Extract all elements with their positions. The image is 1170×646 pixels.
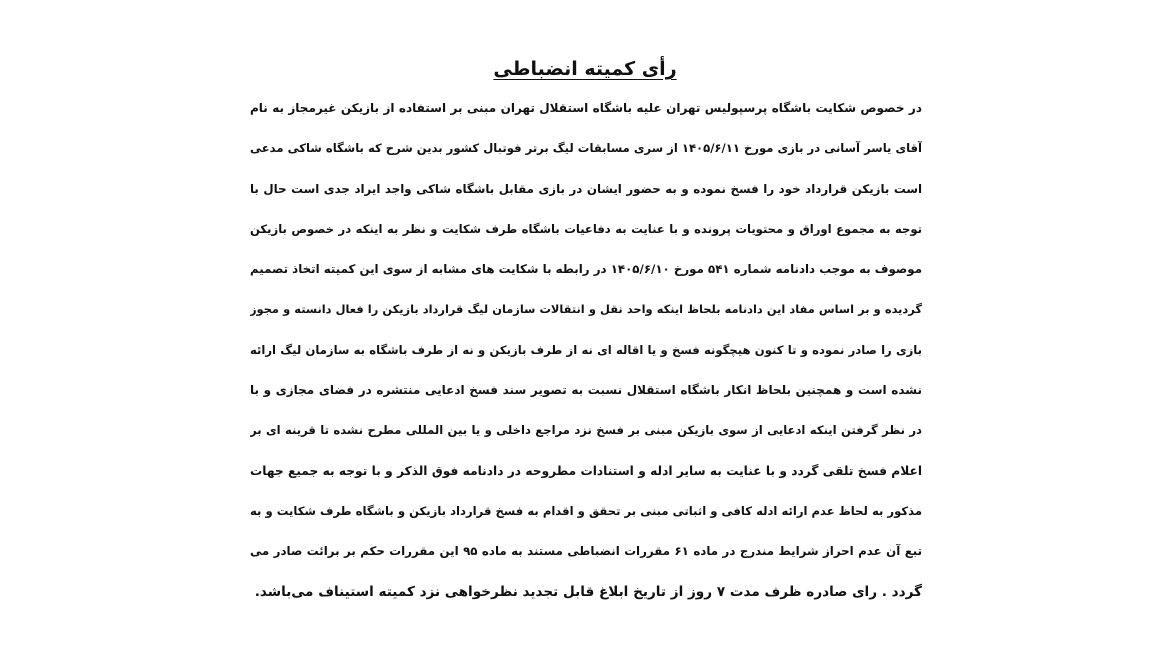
text-line-7: بازی را صادر نموده و تا کنون هیچگونه فسخ و یا اقاله ای نه از طرف بازیکن و نه از طرف باشگاه به سازمان لیگ ارائه	[250, 342, 922, 357]
text-line-3: است بازیکن قرارداد خود را فسخ نموده و به حضور ایشان در بازی مقابل باشگاه شاکی واجد ایراد جدی است حال با	[250, 181, 922, 196]
text-line-8: نشده است و همچنین بلحاظ انکار باشگاه استقلال نسبت به تصویر سند فسخ ادعایی منتشره در فضای مجازی و با	[250, 383, 922, 398]
text-line-5: موصوف به موجب دادنامه شماره ۵۴۱ مورخ ۱۴۰۵/۶/۱۰ در رابطه با شکایت های مشابه از سوی این کمیته اتخاذ تصمیم	[250, 262, 922, 277]
text-line-12: تبع آن عدم احراز شرایط مندرج در ماده ۶۱ مقررات انضباطی مستند به ماده ۹۵ این مقررات حکم بر برائت صادر می	[250, 544, 922, 559]
text-line-11: مذکور به لحاظ عدم ارائه ادله کافی و اثباتی مبنی بر تحقق و اقدام به فسخ قرارداد بازیکن و باشگاه طرف شکایت و به	[250, 503, 922, 518]
text-line-9: در نظر گرفتن اینکه ادعایی از سوی بازیکن مبنی بر فسخ نزد مراجع داخلی و یا بین المللی مطرح نشده تا قرینه ای بر	[250, 423, 922, 438]
text-line-4: توجه به مجموع اوراق و محتویات پرونده و با عنایت به دفاعیات باشگاه طرف شکایت و نظر به اینکه در خصوص بازیکن	[250, 221, 922, 236]
text-line-10: اعلام فسخ تلقی گردد و با عنایت به سایر ادله و استنادات مطروحه در دادنامه فوق الذکر و با توجه به جمیع جهات	[250, 463, 922, 478]
document-title: رأی کمیته انضباطی	[493, 58, 677, 80]
text-line-1: در خصوص شکایت باشگاه پرسپولیس تهران علیه باشگاه استقلال تهران مبنی بر استفاده از بازیکن غیرمجاز به نام	[250, 101, 922, 115]
text-line-13: گردد . رای صادره ظرف مدت ۷ روز از تاریخ ابلاغ قابل تجدید نظرخواهی نزد کمیته استیناف می‌باشد.	[254, 583, 922, 600]
verdict-body	[250, 88, 922, 612]
document-title-wrapper	[0, 58, 1170, 80]
text-line-2: آقای یاسر آسانی در بازی مورخ ۱۴۰۵/۶/۱۱ از سری مسابقات لیگ برتر فوتبال کشور بدین شرح که باشگاه شاکی مدعی	[250, 141, 922, 156]
text-line-6: گردیده و بر اساس مفاد این دادنامه بلحاظ اینکه واحد نقل و انتقالات سازمان لیگ قرارداد بازیکن را فعال دانسته و مجوز	[250, 302, 922, 317]
